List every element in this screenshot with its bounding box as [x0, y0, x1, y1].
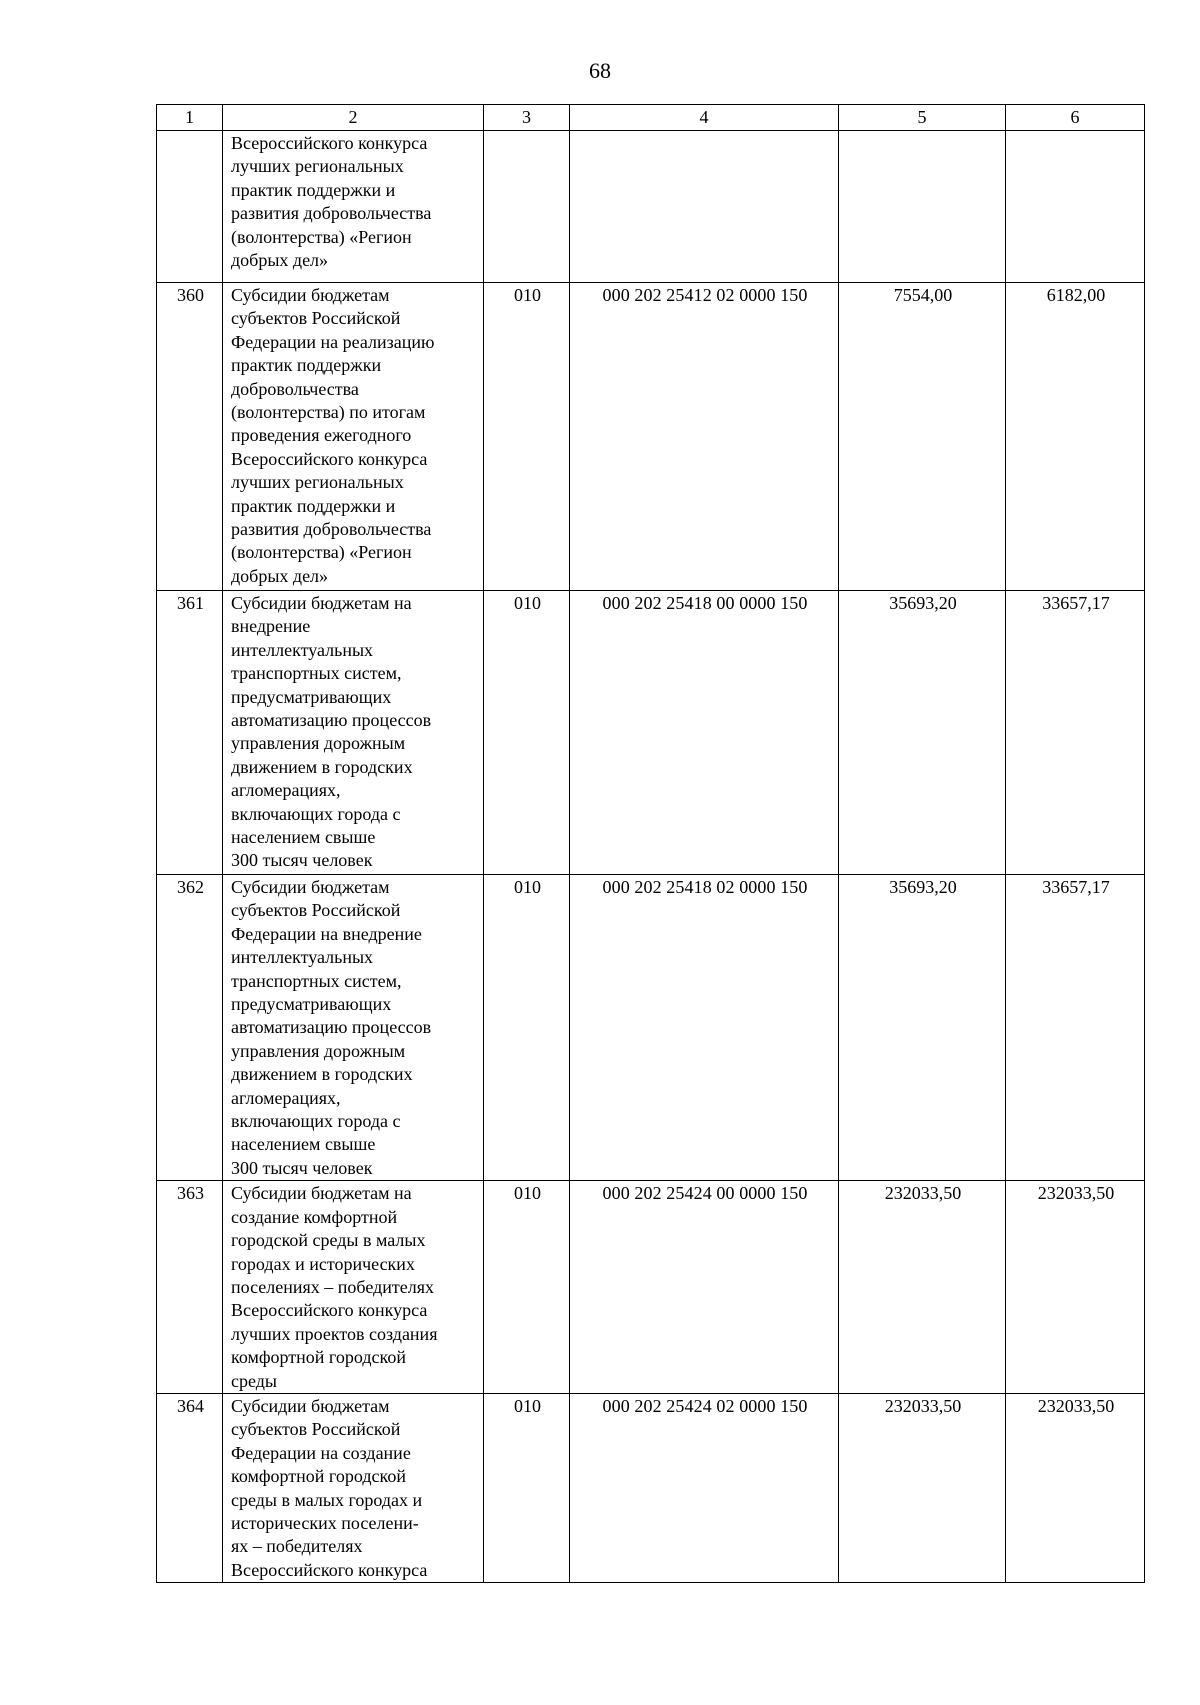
cell-kbk [570, 131, 839, 283]
header-col-4: 4 [570, 105, 839, 131]
cell-description: Субсидии бюджетам субъектов Российской Федерации на реализацию практик поддержки добровольчества (волонтерства) по итогам проведения ежегодного Всероссийского конкурса лучших региональных практик поддержки и развития добровольчества (волонтерства) «Регион добрых дел» [223, 283, 484, 591]
cell-value-5: 232033,50 [839, 1393, 1006, 1582]
page-number: 68 [589, 58, 611, 83]
cell-code: 010 [484, 283, 570, 591]
cell-value-5: 35693,20 [839, 591, 1006, 875]
table-row [157, 1393, 1145, 1582]
cell-num [157, 131, 223, 283]
header-col-1: 1 [157, 105, 223, 131]
cell-code: 010 [484, 1393, 570, 1582]
cell-kbk: 000 202 25418 00 0000 150 [570, 591, 839, 875]
table-row [157, 1181, 1145, 1394]
cell-description: Субсидии бюджетам субъектов Российской Федерации на создание комфортной городской среды в малых городах и исторических поселени- ях – победителях Всероссийского конкурса [223, 1393, 484, 1582]
cell-kbk: 000 202 25418 02 0000 150 [570, 875, 839, 1181]
cell-description: Всероссийского конкурса лучших региональных практик поддержки и развития добровольчества (волонтерства) «Регион добрых дел» [223, 131, 484, 283]
cell-value-6: 33657,17 [1006, 875, 1145, 1181]
header-col-3: 3 [484, 105, 570, 131]
table-header-row [157, 105, 1145, 131]
cell-value-5: 232033,50 [839, 1181, 1006, 1394]
table-row [157, 283, 1145, 591]
cell-value-6 [1006, 131, 1145, 283]
table-row [157, 591, 1145, 875]
cell-value-6: 6182,00 [1006, 283, 1145, 591]
table-row [157, 875, 1145, 1181]
budget-table [156, 104, 1145, 1583]
cell-code: 010 [484, 1181, 570, 1394]
table-row-continuation [157, 131, 1145, 283]
cell-description: Субсидии бюджетам на создание комфортной городской среды в малых городах и исторических поселениях – победителях Всероссийского конкурса лучших проектов создания комфортной городской среды [223, 1181, 484, 1394]
cell-kbk: 000 202 25424 00 0000 150 [570, 1181, 839, 1394]
cell-num: 362 [157, 875, 223, 1181]
cell-code: 010 [484, 875, 570, 1181]
cell-code [484, 131, 570, 283]
cell-value-5 [839, 131, 1006, 283]
cell-kbk: 000 202 25412 02 0000 150 [570, 283, 839, 591]
cell-num: 364 [157, 1393, 223, 1582]
cell-num: 360 [157, 283, 223, 591]
cell-value-6: 232033,50 [1006, 1393, 1145, 1582]
header-col-5: 5 [839, 105, 1006, 131]
cell-value-5: 7554,00 [839, 283, 1006, 591]
cell-kbk: 000 202 25424 02 0000 150 [570, 1393, 839, 1582]
cell-num: 363 [157, 1181, 223, 1394]
cell-value-5: 35693,20 [839, 875, 1006, 1181]
cell-description: Субсидии бюджетам субъектов Российской Федерации на внедрение интеллектуальных транспортных систем, предусматривающих автоматизацию процессов управления дорожным движением в городских агломерациях, включающих города с населением свыше 300 тысяч человек [223, 875, 484, 1181]
cell-description: Субсидии бюджетам на внедрение интеллектуальных транспортных систем, предусматривающих автоматизацию процессов управления дорожным движением в городских агломерациях, включающих города с населением свыше 300 тысяч человек [223, 591, 484, 875]
header-col-2: 2 [223, 105, 484, 131]
cell-value-6: 33657,17 [1006, 591, 1145, 875]
cell-code: 010 [484, 591, 570, 875]
cell-value-6: 232033,50 [1006, 1181, 1145, 1394]
header-col-6: 6 [1006, 105, 1145, 131]
cell-num: 361 [157, 591, 223, 875]
